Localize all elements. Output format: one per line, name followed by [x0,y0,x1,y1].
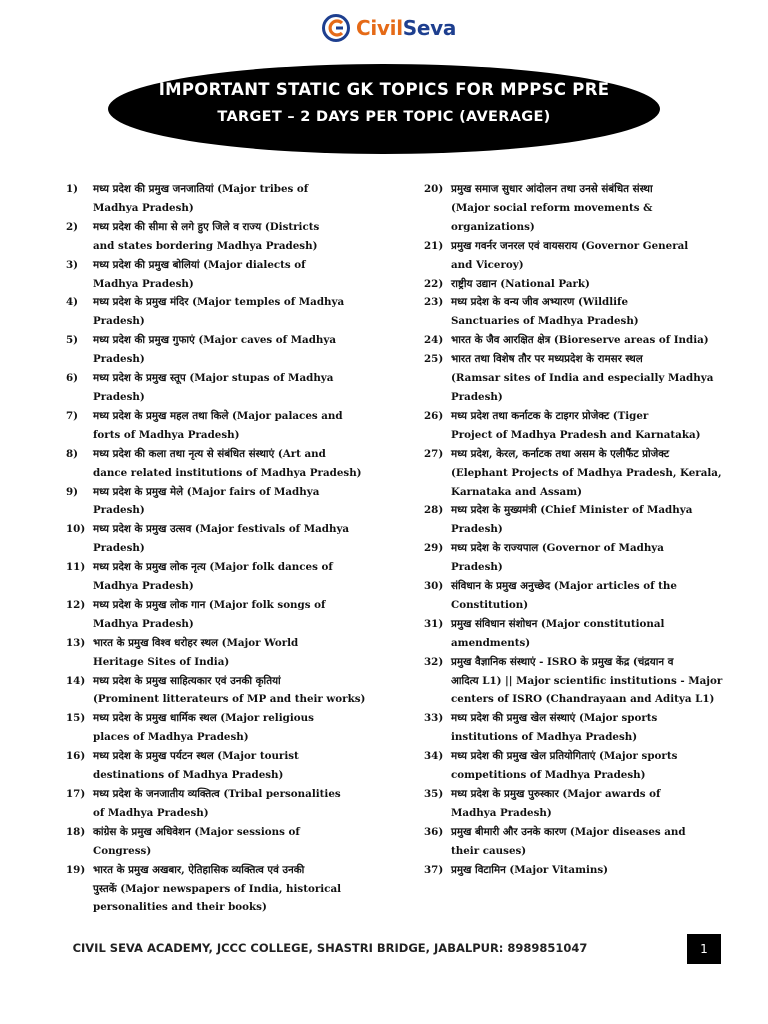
topic-number: 2) [66,220,79,233]
topic-item [424,709,724,747]
topic-text: भारत तथा विशेष तौर पर मध्यप्रदेश के रामसर स्थल (Ramsar sites of India and especially Madhya Pradesh) [451,353,714,403]
topic-number: 29) [424,542,444,555]
topic-number: 10) [66,523,86,536]
topic-item [66,331,366,369]
topic-text: मध्य प्रदेश के प्रमुख उत्सव (Major festivals of Madhya Pradesh) [93,523,350,555]
topic-text: मध्य प्रदेश के प्रमुख महल तथा किले (Major palaces and forts of Madhya Pradesh) [93,409,343,441]
topic-number: 20) [424,183,444,195]
topic-item [424,823,724,861]
topic-number: 11) [66,561,86,574]
topic-item [66,256,366,294]
civilseva-logo [322,12,456,44]
topic-text: मध्य प्रदेश तथा कर्नाटक के टाइगर प्रोजेक्ट (Tiger Project of Madhya Pradesh and Karnataka) [451,409,701,441]
topic-text: मध्य प्रदेश के प्रमुख साहित्यकार एवं उनकी कृतियां (Prominent litterateurs of MP and their works) [93,674,366,706]
topic-number: 18) [66,825,86,838]
topic-item [66,861,366,918]
topic-number: 32) [424,655,444,668]
topic-number: 13) [66,636,86,649]
topic-text: भारत के जैव आरक्षित क्षेत्र (Bioreserve areas of India) [451,334,709,347]
topic-item [424,237,724,275]
topic-item [66,558,366,596]
civilseva-logo-icon [322,14,350,42]
topic-item [424,539,724,577]
topic-item [66,747,366,785]
topic-text: संविधान के प्रमुख अनुच्छेद (Major articles of the Constitution) [451,580,677,611]
topic-number: 30) [424,580,444,593]
topic-number: 21) [424,239,444,252]
topic-number: 27) [424,447,444,460]
topic-text: मध्य प्रदेश के मुख्यमंत्री (Chief Minister of Madhya Pradesh) [451,504,693,536]
topic-item [424,501,724,539]
topic-text: प्रमुख समाज सुधार आंदोलन तथा उनसे संबंधित संस्था (Major social reform movements & organizations) [451,183,653,233]
topic-text: प्रमुख वैज्ञानिक संस्थाएं - ISRO के प्रमुख केंद्र (चंद्रयान व आदित्य L1) || Major scientific institutions - Major centers of ISRO (Chandrayaan and Aditya L1) [451,655,723,706]
logo-text [356,16,456,40]
topic-item [424,445,724,502]
topic-number: 26) [424,409,444,422]
topic-item [66,596,366,634]
topic-number: 15) [66,712,86,725]
topic-text: प्रमुख बीमारी और उनके कारण (Major diseases and their causes) [451,825,686,857]
topic-item [424,275,724,294]
topic-number: 3) [66,258,79,271]
topic-text: मध्य प्रदेश के जनजातीय व्यक्तित्व (Tribal personalities of Madhya Pradesh) [93,788,341,819]
topic-item [424,861,724,880]
topic-item [424,331,724,350]
topic-number: 37) [424,863,444,876]
topic-text: मध्य प्रदेश की कला तथा नृत्य से संबंधित संस्थाएं (Art and dance related institutions of Madhya Pradesh) [93,447,362,479]
topic-text: मध्य प्रदेश की सीमा से लगे हुए जिले व राज्य (Districts and states bordering Madhya Pradesh) [93,220,320,252]
topic-number: 5) [66,334,79,347]
topic-text: मध्य प्रदेश के राज्यपाल (Governor of Madhya Pradesh) [451,542,664,574]
topic-text: मध्य प्रदेश के प्रमुख धार्मिक स्थल (Major religious places of Madhya Pradesh) [93,712,314,744]
topic-item [66,709,366,747]
topic-text: मध्य प्रदेश के प्रमुख मेले (Major fairs of Madhya Pradesh) [93,485,320,517]
topic-text: मध्य प्रदेश के प्रमुख स्तूप (Major stupas of Madhya Pradesh) [93,372,334,403]
topic-text: कांग्रेस के प्रमुख अधिवेशन (Major sessions of Congress) [93,825,300,857]
topic-item [66,369,366,407]
topic-number: 14) [66,674,86,687]
topic-text: मध्य प्रदेश की प्रमुख गुफाएं (Major caves of Madhya Pradesh) [93,334,337,366]
topic-text: प्रमुख गवर्नर जनरल एवं वायसराय (Governor General and Viceroy) [451,239,689,271]
banner-subtitle: TARGET – 2 DAYS PER TOPIC (AVERAGE) [217,109,551,125]
logo-text-seva: Seva [402,16,457,40]
topic-item [424,293,724,331]
topic-number: 4) [66,296,79,309]
topic-text: मध्य प्रदेश के प्रमुख पुरुस्कार (Major awards of Madhya Pradesh) [451,788,661,819]
topic-item [66,520,366,558]
topic-item [424,180,724,237]
topic-number: 31) [424,617,444,630]
topic-text: मध्य प्रदेश के प्रमुख लोक नृत्य (Major folk dances of Madhya Pradesh) [93,561,333,593]
topic-number: 17) [66,788,86,800]
topic-item [66,293,366,331]
topic-text: प्रमुख विटामिन (Major Vitamins) [451,863,609,876]
topic-number: 19) [66,863,86,876]
topic-item [424,653,724,710]
topic-item [424,785,724,823]
page-number: 1 [687,934,721,964]
topic-text: मध्य प्रदेश की प्रमुख जनजातियां (Major tribes of Madhya Pradesh) [93,183,309,214]
topic-item [424,615,724,653]
topic-item [66,483,366,521]
topic-text: मध्य प्रदेश के प्रमुख मंदिर (Major temples of Madhya Pradesh) [93,296,345,328]
logo-text-civil: Civil [356,16,403,40]
topic-item [424,747,724,785]
topic-item [66,823,366,861]
topic-item [66,407,366,445]
topic-item [66,218,366,256]
topic-text: प्रमुख संविधान संशोधन (Major constitutional amendments) [451,617,665,649]
topic-number: 16) [66,750,86,763]
topic-text: मध्य प्रदेश के प्रमुख पर्यटन स्थल (Major tourist destinations of Madhya Pradesh) [93,750,299,782]
topic-number: 25) [424,353,444,366]
topic-text: राष्ट्रीय उद्यान (National Park) [451,277,590,290]
topic-number: 7) [66,409,79,422]
footer-address: CIVIL SEVA ACADEMY, JCCC COLLEGE, SHASTRI BRIDGE, JABALPUR: 8989851047 [72,941,588,955]
topic-number: 12) [66,598,86,611]
topic-number: 22) [424,277,444,290]
topic-text: मध्य प्रदेश, केरल, कर्नाटक तथा असम के एलीफैंट प्रोजेक्ट (Elephant Projects of Madhya Pradesh, Kerala, Karnataka and Assam) [451,447,722,498]
topic-text: भारत के प्रमुख विश्व धरोहर स्थल (Major World Heritage Sites of India) [93,636,299,668]
topic-number: 8) [66,447,79,460]
topic-number: 1) [66,183,79,195]
topic-number: 34) [424,750,444,763]
topic-item [66,672,366,710]
topic-item [66,634,366,672]
topic-item [66,445,366,483]
topic-number: 9) [66,485,79,498]
topic-number: 28) [424,504,444,517]
topic-number: 35) [424,788,444,800]
topic-text: मध्य प्रदेश की प्रमुख बोलियां (Major dialects of Madhya Pradesh) [93,258,306,290]
topic-item [424,577,724,615]
topic-text: भारत के प्रमुख अखबार, ऐतिहासिक व्यक्तित्व एवं उनकी पुस्तकें (Major newspapers of India, historical personalities and their books) [93,863,342,914]
topic-text: मध्य प्रदेश की प्रमुख खेल प्रतियोगिताएं (Major sports competitions of Madhya Pradesh) [451,750,678,782]
topic-number: 23) [424,296,444,309]
topics-list-right [424,180,724,880]
topic-text: मध्य प्रदेश के वन्य जीव अभ्यारण (Wildlife Sanctuaries of Madhya Pradesh) [451,296,639,328]
topic-number: 33) [424,712,444,725]
topic-item [424,350,724,407]
topic-item [66,785,366,823]
topic-number: 6) [66,372,79,385]
topic-item [424,407,724,445]
topic-number: 24) [424,334,444,347]
banner-title: IMPORTANT STATIC GK TOPICS FOR MPPSC PRE [158,80,610,99]
topic-text: मध्य प्रदेश की प्रमुख खेल संस्थाएं (Major sports institutions of Madhya Pradesh) [451,712,658,744]
title-banner [108,64,660,154]
topic-item [66,180,366,218]
topic-text: मध्य प्रदेश के प्रमुख लोक गान (Major folk songs of Madhya Pradesh) [93,598,326,630]
topics-list-left [66,180,366,917]
topic-number: 36) [424,825,444,838]
